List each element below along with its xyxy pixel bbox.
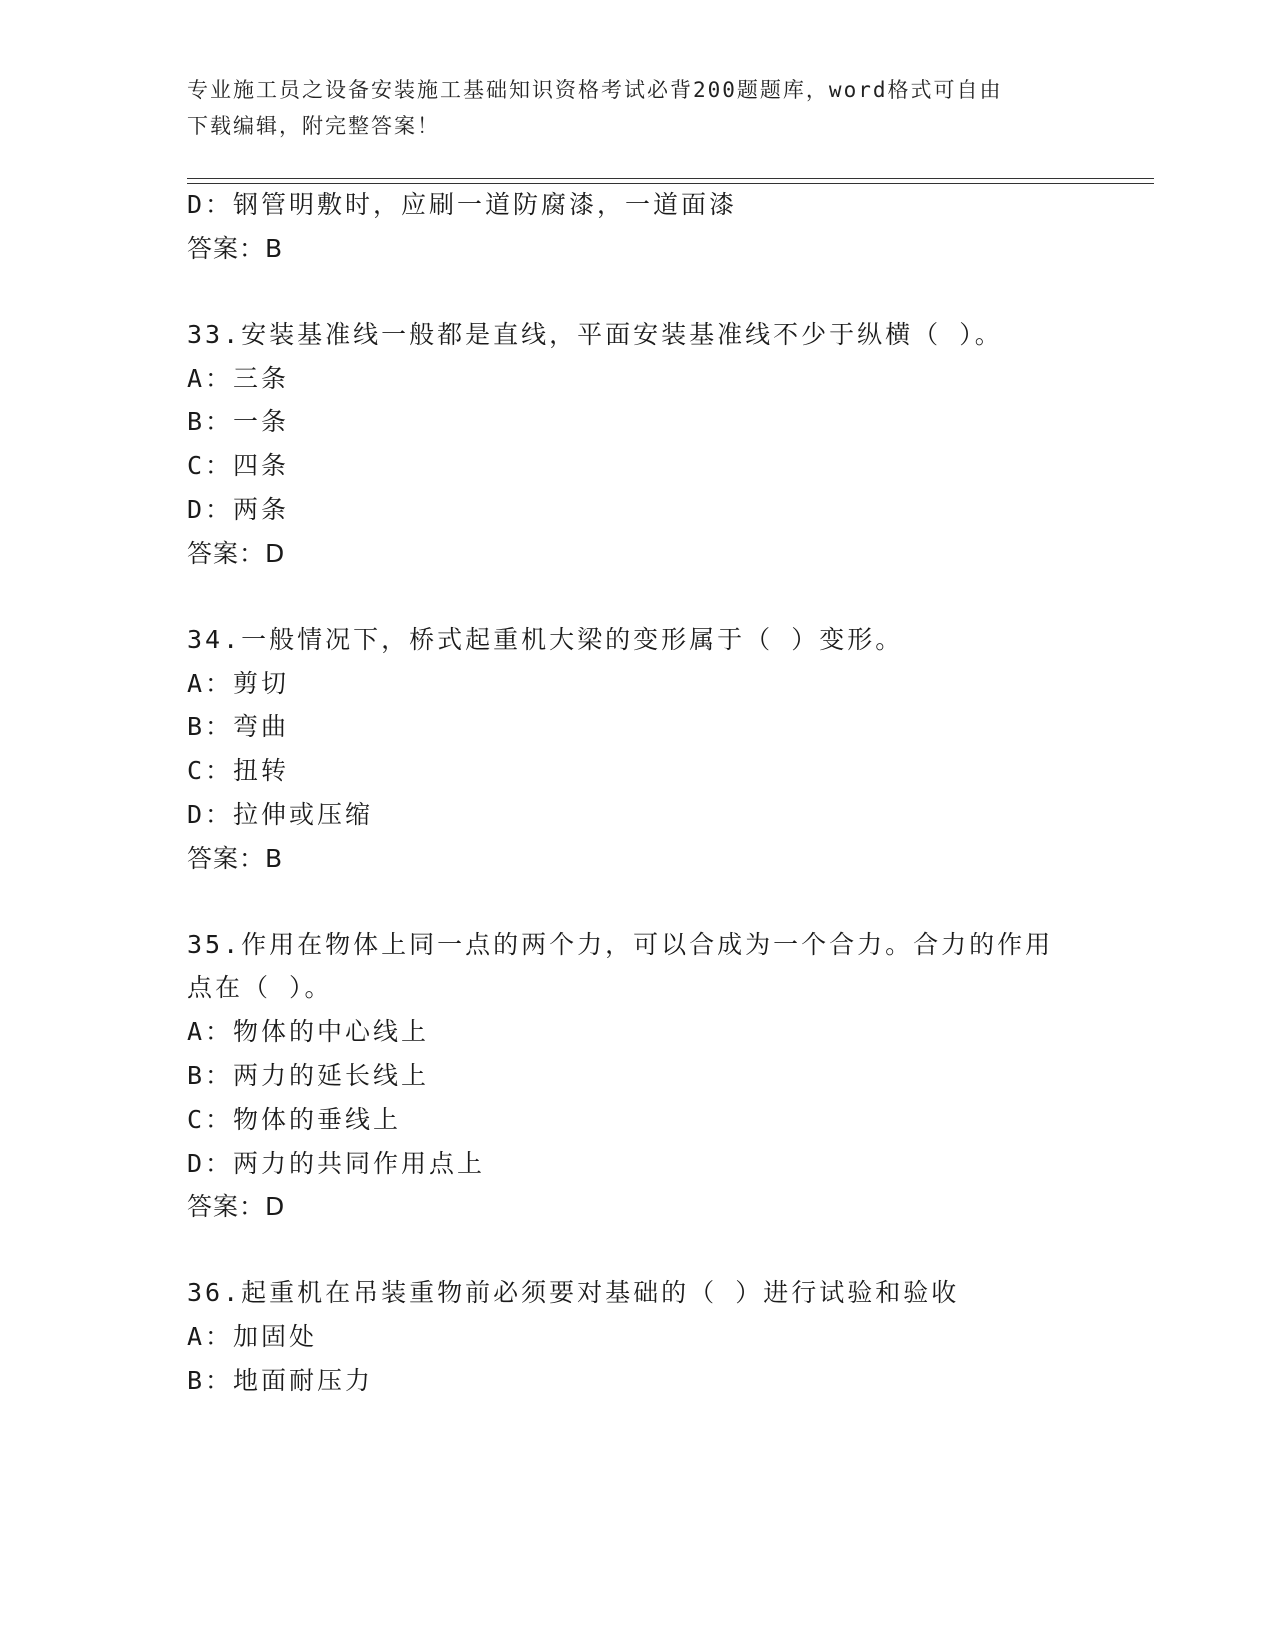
q35-answer: 答案：D: [187, 1192, 286, 1221]
q34-stem: 34.一般情况下，桥式起重机大梁的变形属于（ ）变形。: [187, 625, 904, 654]
q33-option-b: B：一条: [187, 407, 290, 436]
header-divider-top: [187, 178, 1154, 179]
q34-answer: 答案：B: [187, 844, 284, 873]
q36-option-b: B：地面耐压力: [187, 1366, 374, 1395]
q35-option-b: B：两力的延长线上: [187, 1061, 430, 1090]
q35-option-a: A：物体的中心线上: [187, 1017, 430, 1046]
q34-option-b: B：弯曲: [187, 712, 290, 741]
header-title-line-2: 下载编辑，附完整答案！: [187, 114, 440, 138]
q33-option-a: A：三条: [187, 364, 290, 393]
header-divider-bottom: [187, 183, 1154, 184]
q33-answer: 答案：D: [187, 539, 286, 568]
q36-stem: 36.起重机在吊装重物前必须要对基础的（ ）进行试验和验收: [187, 1278, 960, 1307]
q35-stem-line-2: 点在（ ）。: [187, 973, 333, 1002]
q32-option-d: D：钢管明敷时，应刷一道防腐漆，一道面漆: [187, 190, 738, 219]
q35-stem-line-1: 35.作用在物体上同一点的两个力，可以合成为一个合力。合力的作用: [187, 930, 1054, 959]
q35-option-c: C：物体的垂线上: [187, 1105, 402, 1134]
q34-option-a: A：剪切: [187, 669, 290, 698]
q34-option-d: D：拉伸或压缩: [187, 800, 374, 829]
document-header: [187, 72, 1067, 144]
q34-option-c: C：扭转: [187, 756, 290, 785]
q33-option-c: C：四条: [187, 451, 290, 480]
q33-option-d: D：两条: [187, 495, 290, 524]
q35-option-d: D：两力的共同作用点上: [187, 1149, 486, 1178]
q32-answer: 答案：B: [187, 234, 284, 263]
header-title-line-1: 专业施工员之设备安装施工基础知识资格考试必背200题题库，word格式可自由: [187, 78, 1003, 102]
q36-option-a: A：加固处: [187, 1322, 318, 1351]
q33-stem: 33.安装基准线一般都是直线，平面安装基准线不少于纵横（ ）。: [187, 320, 1003, 349]
